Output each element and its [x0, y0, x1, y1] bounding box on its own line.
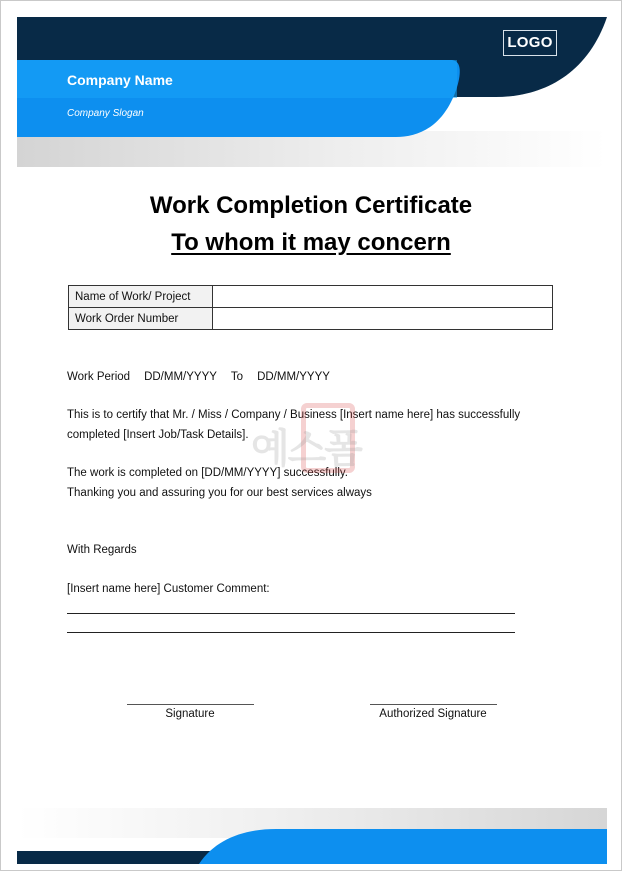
work-period-from: DD/MM/YYYY: [144, 371, 217, 383]
work-period-line: [67, 367, 567, 387]
certify-paragraph: This is to certify that Mr. / Miss / Company / Business [Insert name here] has successfully completed [Insert Job/Task Details].: [67, 409, 521, 441]
comment-line-1: [67, 613, 515, 614]
work-period-label: Work Period: [67, 371, 131, 383]
work-period-to-word: To: [230, 371, 244, 383]
footer-blue-shape: [199, 829, 607, 864]
authorized-signature-label: Authorized Signature: [379, 708, 487, 720]
company-slogan: Company Slogan: [67, 108, 144, 119]
work-info-table: [68, 285, 553, 330]
authorized-signature-line: [370, 704, 497, 705]
work-period-to: DD/MM/YYYY: [257, 371, 330, 383]
table-value-work-name: [213, 286, 553, 308]
regards-line: With Regards: [67, 544, 137, 556]
table-value-work-order: [213, 308, 553, 330]
signature-line: [127, 704, 254, 705]
footer-banner: [1, 808, 621, 870]
company-name: Company Name: [67, 72, 173, 88]
table-row: [69, 308, 553, 330]
watermark-text: 예스폼: [251, 427, 361, 471]
certificate-subtitle: [1, 229, 621, 257]
customer-comment-label: [Insert name here] Customer Comment:: [67, 583, 270, 595]
table-row: [69, 286, 553, 308]
certificate-subtitle-text: To whom it may concern: [171, 229, 451, 256]
logo-placeholder: LOGO: [503, 30, 557, 56]
signature-label: Signature: [165, 708, 215, 720]
comment-line-2: [67, 632, 515, 633]
table-label-work-order: Work Order Number: [69, 308, 213, 330]
certificate-title: Work Completion Certificate: [149, 192, 473, 219]
thanks-line: Thanking you and assuring you for our best services always: [67, 487, 372, 499]
completed-line: The work is completed on [DD/MM/YYYY] successfully.: [67, 467, 348, 479]
table-label-work-name: Name of Work/ Project: [69, 286, 213, 308]
